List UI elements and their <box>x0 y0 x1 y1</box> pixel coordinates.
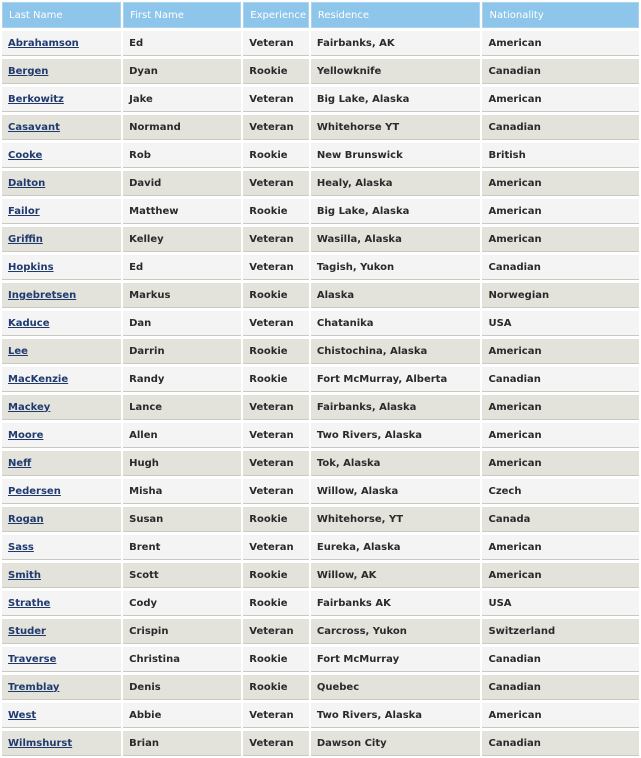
musher-last-name-link[interactable]: Griffin <box>8 233 43 245</box>
cell-experience: Rookie <box>243 58 309 84</box>
cell-experience: Veteran <box>243 618 309 644</box>
cell-experience: Rookie <box>243 590 309 616</box>
cell-first-name: Cody <box>123 590 241 616</box>
cell-first-name: Lance <box>123 394 241 420</box>
cell-residence: Chistochina, Alaska <box>311 338 481 364</box>
cell-last-name <box>2 226 121 252</box>
table-row <box>2 506 639 532</box>
cell-nationality: American <box>482 170 639 196</box>
cell-nationality: Canadian <box>482 254 639 280</box>
cell-residence: Carcross, Yukon <box>311 618 481 644</box>
cell-last-name <box>2 674 121 700</box>
musher-last-name-link[interactable]: Neff <box>8 457 32 469</box>
table-row <box>2 254 639 280</box>
table-row <box>2 478 639 504</box>
cell-nationality: Canadian <box>482 730 639 756</box>
cell-residence: Fort McMurray <box>311 646 481 672</box>
cell-last-name <box>2 506 121 532</box>
table-row <box>2 226 639 252</box>
cell-last-name <box>2 282 121 308</box>
cell-residence: Willow, AK <box>311 562 481 588</box>
cell-first-name: Matthew <box>123 198 241 224</box>
cell-nationality: American <box>482 30 639 56</box>
cell-nationality: American <box>482 450 639 476</box>
header-experience: Experience <box>243 2 309 28</box>
cell-first-name: Markus <box>123 282 241 308</box>
musher-last-name-link[interactable]: Dalton <box>8 177 46 189</box>
cell-first-name: Brent <box>123 534 241 560</box>
header-residence: Residence <box>311 2 481 28</box>
musher-last-name-link[interactable]: Pedersen <box>8 485 61 497</box>
cell-experience: Veteran <box>243 394 309 420</box>
musher-last-name-link[interactable]: Failor <box>8 205 40 217</box>
musher-last-name-link[interactable]: Traverse <box>8 653 57 665</box>
cell-first-name: David <box>123 170 241 196</box>
table-row <box>2 394 639 420</box>
cell-last-name <box>2 450 121 476</box>
cell-residence: Two Rivers, Alaska <box>311 422 481 448</box>
cell-residence: Alaska <box>311 282 481 308</box>
cell-first-name: Susan <box>123 506 241 532</box>
cell-experience: Rookie <box>243 366 309 392</box>
cell-first-name: Abbie <box>123 702 241 728</box>
table-row <box>2 730 639 756</box>
cell-residence: Dawson City <box>311 730 481 756</box>
cell-first-name: Jake <box>123 86 241 112</box>
header-nationality: Nationality <box>482 2 639 28</box>
cell-experience: Rookie <box>243 198 309 224</box>
musher-last-name-link[interactable]: MacKenzie <box>8 373 69 385</box>
cell-first-name: Brian <box>123 730 241 756</box>
table-row <box>2 422 639 448</box>
table-row <box>2 282 639 308</box>
cell-residence: Quebec <box>311 674 481 700</box>
musher-last-name-link[interactable]: West <box>8 709 37 721</box>
musher-last-name-link[interactable]: Wilmshurst <box>8 737 73 749</box>
cell-experience: Rookie <box>243 338 309 364</box>
table-row <box>2 58 639 84</box>
cell-last-name <box>2 142 121 168</box>
cell-last-name <box>2 590 121 616</box>
cell-last-name <box>2 730 121 756</box>
cell-first-name: Kelley <box>123 226 241 252</box>
table-row <box>2 142 639 168</box>
cell-first-name: Misha <box>123 478 241 504</box>
cell-nationality: Canadian <box>482 58 639 84</box>
cell-first-name: Christina <box>123 646 241 672</box>
cell-residence: Fort McMurray, Alberta <box>311 366 481 392</box>
cell-first-name: Crispin <box>123 618 241 644</box>
cell-experience: Rookie <box>243 674 309 700</box>
table-row <box>2 674 639 700</box>
cell-last-name <box>2 86 121 112</box>
cell-residence: Wasilla, Alaska <box>311 226 481 252</box>
cell-experience: Veteran <box>243 226 309 252</box>
cell-nationality: Czech <box>482 478 639 504</box>
cell-nationality: American <box>482 534 639 560</box>
musher-last-name-link[interactable]: Kaduce <box>8 317 50 329</box>
cell-first-name: Randy <box>123 366 241 392</box>
cell-residence: Tagish, Yukon <box>311 254 481 280</box>
cell-last-name <box>2 618 121 644</box>
cell-residence: Big Lake, Alaska <box>311 198 481 224</box>
cell-residence: Fairbanks, AK <box>311 30 481 56</box>
cell-last-name <box>2 310 121 336</box>
table-header-row <box>2 2 639 28</box>
cell-nationality: American <box>482 198 639 224</box>
cell-residence: Yellowknife <box>311 58 481 84</box>
musher-last-name-link[interactable]: Sass <box>8 541 34 553</box>
cell-first-name: Ed <box>123 254 241 280</box>
cell-experience: Rookie <box>243 506 309 532</box>
cell-experience: Rookie <box>243 142 309 168</box>
cell-residence: Whitehorse YT <box>311 114 481 140</box>
cell-experience: Veteran <box>243 114 309 140</box>
cell-nationality: American <box>482 86 639 112</box>
cell-last-name <box>2 534 121 560</box>
cell-last-name <box>2 254 121 280</box>
cell-nationality: Canadian <box>482 646 639 672</box>
cell-nationality: American <box>482 226 639 252</box>
cell-nationality: American <box>482 562 639 588</box>
cell-nationality: USA <box>482 590 639 616</box>
cell-last-name <box>2 646 121 672</box>
musher-last-name-link[interactable]: Bergen <box>8 65 49 77</box>
cell-nationality: Canadian <box>482 366 639 392</box>
cell-experience: Veteran <box>243 422 309 448</box>
cell-first-name: Denis <box>123 674 241 700</box>
table-row <box>2 618 639 644</box>
cell-experience: Veteran <box>243 310 309 336</box>
cell-nationality: Canada <box>482 506 639 532</box>
cell-last-name <box>2 30 121 56</box>
cell-residence: Tok, Alaska <box>311 450 481 476</box>
cell-experience: Veteran <box>243 30 309 56</box>
musher-last-name-link[interactable]: Strathe <box>8 597 51 609</box>
cell-experience: Veteran <box>243 170 309 196</box>
cell-nationality: Norwegian <box>482 282 639 308</box>
cell-residence: Whitehorse, YT <box>311 506 481 532</box>
cell-last-name <box>2 394 121 420</box>
table-row <box>2 86 639 112</box>
cell-experience: Veteran <box>243 254 309 280</box>
header-last-name: Last Name <box>2 2 121 28</box>
cell-residence: Fairbanks AK <box>311 590 481 616</box>
musher-last-name-link[interactable]: Cooke <box>8 149 43 161</box>
cell-last-name <box>2 338 121 364</box>
cell-first-name: Dan <box>123 310 241 336</box>
cell-experience: Veteran <box>243 450 309 476</box>
cell-last-name <box>2 562 121 588</box>
cell-first-name: Allen <box>123 422 241 448</box>
cell-residence: Two Rivers, Alaska <box>311 702 481 728</box>
cell-first-name: Ed <box>123 30 241 56</box>
cell-first-name: Hugh <box>123 450 241 476</box>
musher-last-name-link[interactable]: Tremblay <box>8 681 60 693</box>
cell-experience: Veteran <box>243 478 309 504</box>
cell-residence: Big Lake, Alaska <box>311 86 481 112</box>
table-row <box>2 170 639 196</box>
cell-first-name: Scott <box>123 562 241 588</box>
cell-experience: Veteran <box>243 702 309 728</box>
table-row <box>2 562 639 588</box>
cell-nationality: Switzerland <box>482 618 639 644</box>
musher-last-name-link[interactable]: Casavant <box>8 121 60 133</box>
musher-last-name-link[interactable]: Lee <box>8 345 28 357</box>
table-row <box>2 590 639 616</box>
cell-first-name: Rob <box>123 142 241 168</box>
cell-residence: Healy, Alaska <box>311 170 481 196</box>
cell-last-name <box>2 198 121 224</box>
cell-first-name: Darrin <box>123 338 241 364</box>
musher-last-name-link[interactable]: Smith <box>8 569 41 581</box>
cell-nationality: Canadian <box>482 114 639 140</box>
cell-residence: New Brunswick <box>311 142 481 168</box>
table-row <box>2 450 639 476</box>
musher-last-name-link[interactable]: Berkowitz <box>8 93 64 105</box>
cell-last-name <box>2 170 121 196</box>
cell-last-name <box>2 58 121 84</box>
musher-last-name-link[interactable]: Rogan <box>8 513 44 525</box>
header-first-name: First Name <box>123 2 241 28</box>
cell-experience: Veteran <box>243 730 309 756</box>
musher-last-name-link[interactable]: Moore <box>8 429 44 441</box>
cell-experience: Rookie <box>243 282 309 308</box>
musher-last-name-link[interactable]: Studer <box>8 625 46 637</box>
cell-nationality: American <box>482 338 639 364</box>
table-row <box>2 534 639 560</box>
cell-experience: Rookie <box>243 562 309 588</box>
cell-residence: Fairbanks, Alaska <box>311 394 481 420</box>
musher-last-name-link[interactable]: Ingebretsen <box>8 289 77 301</box>
table-row <box>2 338 639 364</box>
cell-nationality: American <box>482 394 639 420</box>
cell-first-name: Dyan <box>123 58 241 84</box>
cell-nationality: American <box>482 702 639 728</box>
cell-last-name <box>2 422 121 448</box>
cell-experience: Veteran <box>243 534 309 560</box>
cell-residence: Willow, Alaska <box>311 478 481 504</box>
cell-experience: Veteran <box>243 86 309 112</box>
table-row <box>2 366 639 392</box>
cell-nationality: USA <box>482 310 639 336</box>
musher-last-name-link[interactable]: Abrahamson <box>8 37 79 49</box>
cell-last-name <box>2 366 121 392</box>
table-row <box>2 114 639 140</box>
table-row <box>2 198 639 224</box>
cell-residence: Chatanika <box>311 310 481 336</box>
table-row <box>2 646 639 672</box>
cell-first-name: Normand <box>123 114 241 140</box>
musher-last-name-link[interactable]: Hopkins <box>8 261 54 273</box>
cell-nationality: American <box>482 422 639 448</box>
table-row <box>2 30 639 56</box>
cell-residence: Eureka, Alaska <box>311 534 481 560</box>
cell-nationality: Canadian <box>482 674 639 700</box>
cell-last-name <box>2 478 121 504</box>
table-row <box>2 310 639 336</box>
musher-last-name-link[interactable]: Mackey <box>8 401 51 413</box>
cell-last-name <box>2 114 121 140</box>
cell-experience: Rookie <box>243 646 309 672</box>
cell-nationality: British <box>482 142 639 168</box>
